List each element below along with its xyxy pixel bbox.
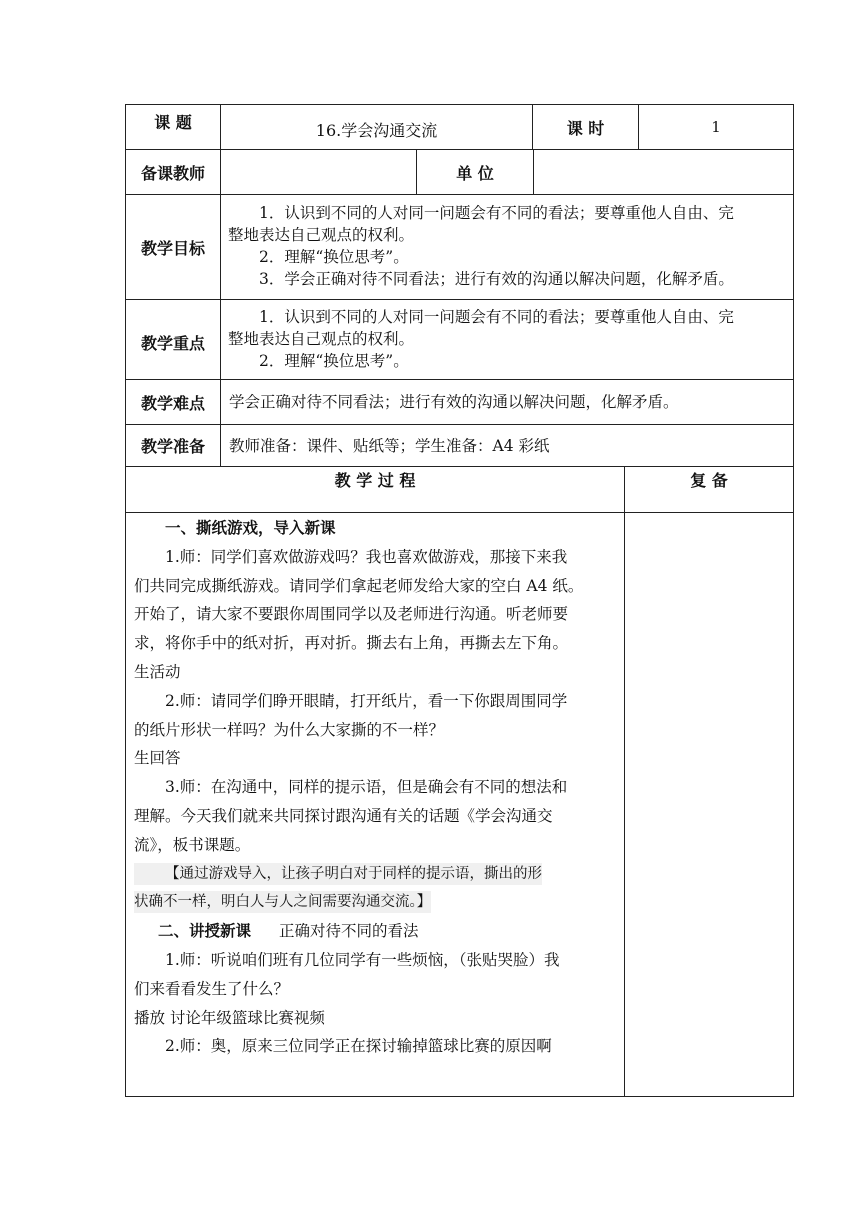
process-line <box>134 863 542 885</box>
topic-value: 16.学会沟通交流 <box>315 120 438 140</box>
key-points-line: 整地表达自己观点的权利。 <box>228 330 415 348</box>
goals-line: 3．学会正确对待不同看法；进行有效的沟通以解决问题，化解矛盾。 <box>259 270 734 288</box>
process-line-text: 1.师：听说咱们班有几位同学有一些烦恼，（张贴哭脸）我 <box>165 951 560 969</box>
process-line <box>134 719 444 741</box>
review-label: 复 备 <box>690 470 728 490</box>
process-line <box>134 776 567 798</box>
process-line-text: 1.师：同学们喜欢做游戏吗？我也喜欢做游戏，那接下来我 <box>165 547 568 566</box>
key-points-content <box>228 300 790 379</box>
goals-line: 2．理解“换位思考”。 <box>259 248 409 266</box>
process-line <box>134 747 181 769</box>
process-line-text: 2.师：请同学们睁开眼睛，打开纸片，看一下你跟周围同学 <box>165 691 568 710</box>
process-line <box>134 603 568 625</box>
process-line <box>134 920 419 942</box>
process-line <box>134 1035 552 1057</box>
period-value: 1 <box>711 118 721 136</box>
goals-content <box>228 195 790 299</box>
process-line <box>134 949 560 971</box>
goals-line: 整地表达自己观点的权利。 <box>228 226 415 244</box>
process-label: 教 学 过 程 <box>334 470 416 490</box>
process-line-text: 【通过游戏导入，让孩子明白对于同样的提示语，撕出的形 <box>165 865 542 882</box>
process-content <box>134 517 618 1092</box>
unit-label: 单 位 <box>456 163 494 183</box>
process-line <box>134 1007 325 1029</box>
key-points-line: 1．认识到不同的人对同一问题会有不同的看法；要尊重他人自由、完 <box>259 308 734 326</box>
process-line-text: 们来看看发生了什么？ <box>134 979 290 998</box>
process-line <box>134 891 431 913</box>
process-line-text: 一、撕纸游戏，导入新课 <box>165 519 336 537</box>
preparation-text: 教师准备：课件、贴纸等；学生准备：A4 彩纸 <box>229 436 550 455</box>
process-line-text: 的纸片形状一样吗？为什么大家撕的不一样？ <box>134 720 445 739</box>
table-border <box>793 104 794 1097</box>
key-points-label: 教学重点 <box>140 334 205 353</box>
period-label: 课 时 <box>566 118 605 138</box>
process-line-text: 2.师：奥，原来三位同学正在探讨输掉篮球比赛的原因啊 <box>165 1037 552 1056</box>
process-line <box>134 690 567 712</box>
process-line-text: 开始了，请大家不要跟你周围同学以及老师进行沟通。听老师要 <box>134 605 569 624</box>
unit-value <box>534 150 793 194</box>
table-border <box>624 466 625 1097</box>
difficulty-text: 学会正确对待不同看法；进行有效的沟通以解决问题，化解矛盾。 <box>229 393 679 411</box>
process-line-text: 二、讲授新课 <box>158 922 252 941</box>
process-line-text: 求，将你手中的纸对折，再对折。撕去右上角，再撕去左下角。 <box>134 634 569 653</box>
process-line <box>134 575 583 597</box>
process-line <box>134 834 250 856</box>
process-line-text: 3.师：在沟通中，同样的提示语，但是确会有不同的想法和 <box>165 778 568 797</box>
process-line <box>134 632 568 654</box>
process-line-text: 们共同完成撕纸游戏。请同学们拿起老师发给大家的空白 A4 纸。 <box>134 576 584 595</box>
teacher-label: 备课教师 <box>140 163 205 183</box>
process-line-text: 理解。今天我们就来共同探讨跟沟通有关的话题《学会沟通交 <box>134 807 553 825</box>
process-line <box>134 805 553 827</box>
process-line <box>134 546 567 568</box>
process-line-text: 生回答 <box>134 749 181 768</box>
table-border <box>125 512 794 513</box>
teacher-value <box>221 150 416 194</box>
process-line-text: 生活动 <box>134 663 181 681</box>
process-line <box>134 978 289 1000</box>
preparation-label: 教学准备 <box>140 437 205 456</box>
process-line <box>134 517 336 539</box>
process-line-text: 状确不一样，明白人与人之间需要沟通交流。】 <box>134 894 432 911</box>
topic-label: 课 题 <box>154 112 192 132</box>
key-points-line: 2．理解“换位思考”。 <box>259 352 409 370</box>
process-line-subtitle: 正确对待不同的看法 <box>279 922 419 941</box>
process-line <box>134 661 181 683</box>
table-border <box>125 1096 794 1097</box>
process-line-text: 流》，板书课题。 <box>134 835 251 854</box>
goals-label: 教学目标 <box>140 238 205 258</box>
difficulty-label: 教学难点 <box>140 393 205 413</box>
process-line-text: 播放 讨论年级篮球比赛视频 <box>134 1008 325 1027</box>
goals-line: 1．认识到不同的人对同一问题会有不同的看法；要尊重他人自由、完 <box>259 204 734 222</box>
